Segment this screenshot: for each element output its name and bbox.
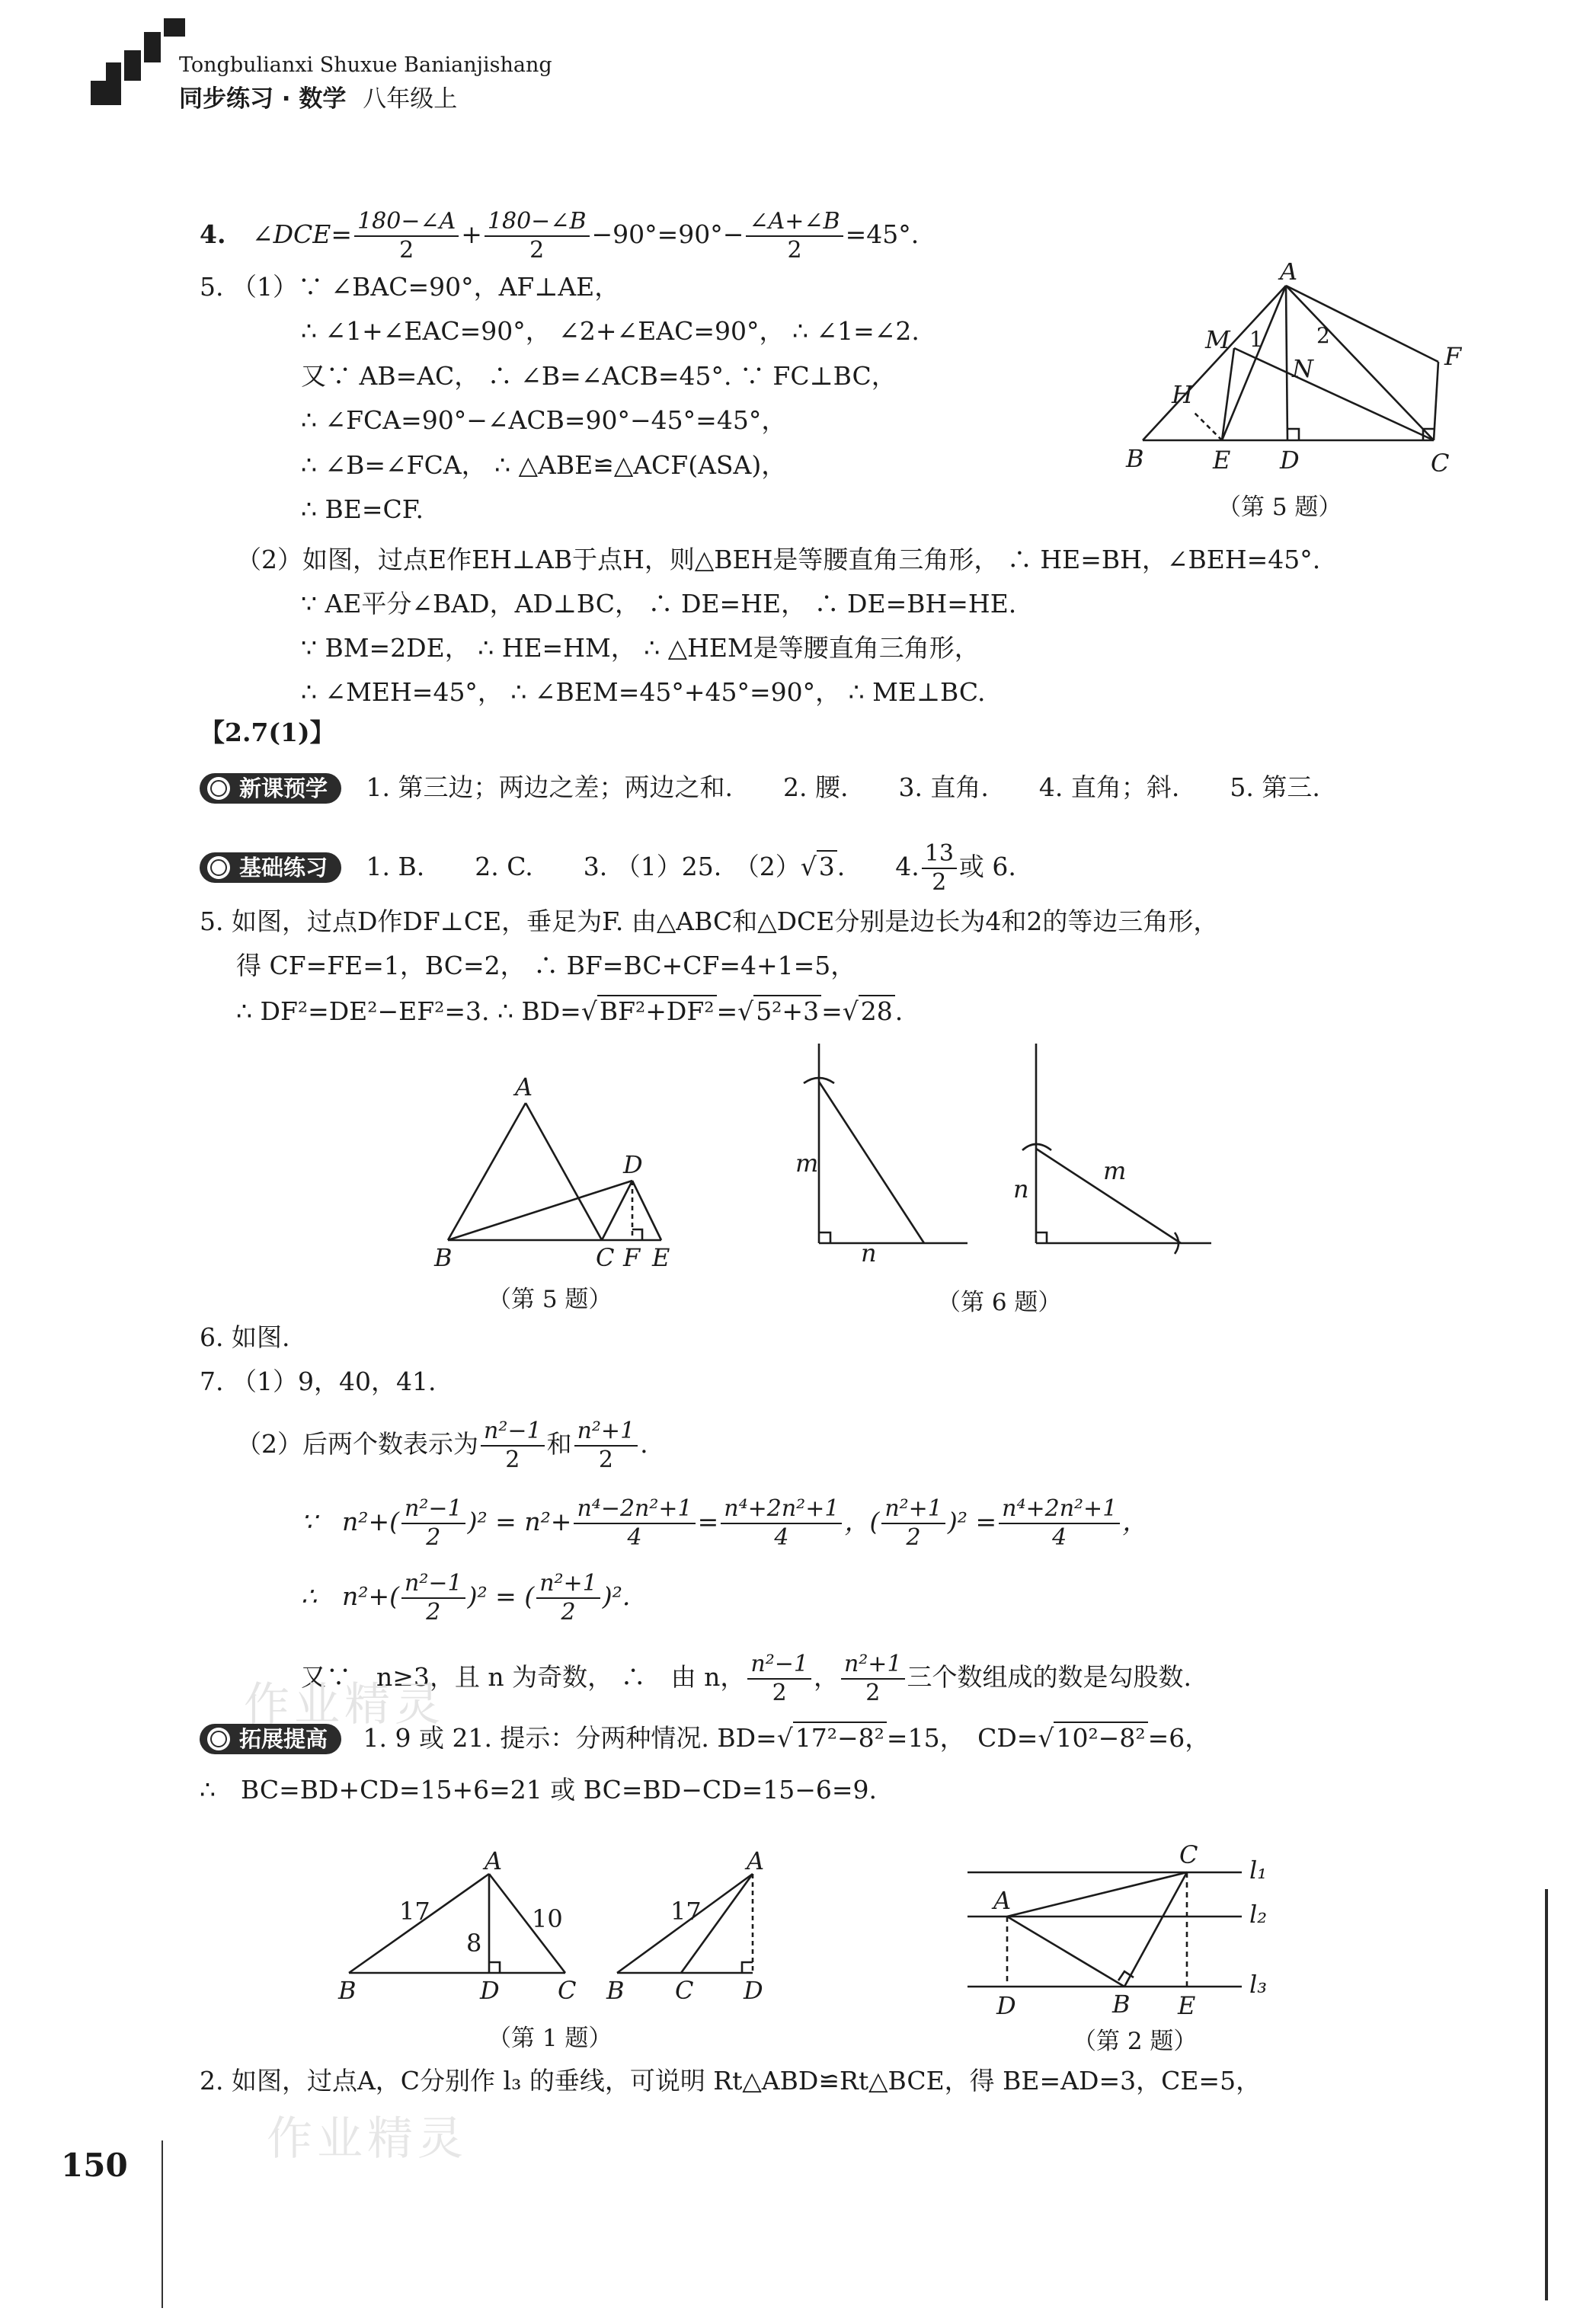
svg-text:F: F bbox=[623, 1243, 641, 1272]
svg-text:A: A bbox=[1280, 263, 1298, 286]
stair-logo-icon bbox=[88, 15, 187, 114]
svg-text:A: A bbox=[515, 1073, 533, 1101]
svg-text:E: E bbox=[1178, 1991, 1196, 2019]
b6-line: 6. 如图. bbox=[200, 1322, 290, 1352]
q5-line-7: （2）如图，过点E作EH⊥AB于点H，则△BEH是等腰直角三角形， ∴ HE=BH，∠BEH=45°. bbox=[236, 545, 1321, 574]
q4-lhs: ∠DCE= bbox=[251, 219, 353, 249]
b7-line-5: 又∵ n≥3，且 n 为奇数， ∴ 由 n， $\frac{\text{n²−1}}{2}$ ， $\frac{\text{n²+1}}{2}$ 三个数组成的数是勾股数. bbox=[301, 1651, 1192, 1706]
figure-6 bbox=[785, 1036, 1234, 1272]
ext-line-2: ∴ BC=BD+CD=15+6=21 或 BC=BD−CD=15−6=9. bbox=[200, 1775, 877, 1805]
q5-line-6: ∴ BE=CF. bbox=[301, 494, 424, 524]
b7-line-4: ∴ n²+( $\frac{\text{n²−1}}{2}$ )² = ( $\frac{\text{n²+1}}{2}$ )². bbox=[301, 1570, 631, 1626]
figure-2-caption: （第 2 题） bbox=[1073, 2028, 1198, 2055]
b5-line-1: 5. 如图，过点D作DF⊥CE，垂足为F. 由△ABC和△DCE分别是边长为4和2的等边三角形， bbox=[200, 906, 1219, 936]
preview-badge: 新课预学 bbox=[200, 773, 341, 804]
figure-5-top bbox=[1112, 263, 1493, 476]
q4-frac2: $\frac{180-\angle B}{2}$ bbox=[485, 208, 590, 264]
svg-text:H: H bbox=[1172, 380, 1193, 409]
figure-2 bbox=[952, 1836, 1272, 2019]
svg-text:C: C bbox=[1179, 1840, 1198, 1869]
book-open-icon bbox=[207, 1728, 230, 1750]
svg-text:l₃: l₃ bbox=[1249, 1970, 1268, 1999]
q5-line-9: ∵ BM=2DE， ∴ HE=HM， ∴ △HEM是等腰直角三角形， bbox=[301, 633, 980, 663]
figure-5-bottom bbox=[427, 1066, 701, 1272]
right-edge-mark bbox=[1545, 1889, 1548, 2300]
svg-text:B: B bbox=[1112, 1990, 1131, 2019]
q4-plus: + bbox=[461, 219, 482, 249]
q4-line bbox=[200, 204, 919, 265]
svg-text:C: C bbox=[596, 1243, 615, 1272]
basic-answers-2: . 4. bbox=[836, 852, 920, 881]
svg-text:E: E bbox=[652, 1243, 670, 1272]
svg-text:E: E bbox=[1213, 446, 1231, 475]
sqrt-3: 3 bbox=[817, 850, 837, 881]
svg-text:B: B bbox=[434, 1243, 453, 1272]
svg-text:1: 1 bbox=[1249, 327, 1263, 352]
figure-5-top-caption: （第 5 题） bbox=[1217, 494, 1342, 521]
b7-line-1: 7. （1）9，40，41. bbox=[200, 1367, 437, 1396]
section-heading: 【2.7(1)】 bbox=[200, 718, 335, 747]
b5-line-2: 得 CF=FE=1，BC=2， ∴ BF=BC+CF=4+1=5， bbox=[236, 951, 856, 980]
page-number: 150 bbox=[61, 2147, 128, 2184]
svg-text:B: B bbox=[606, 1976, 625, 2005]
watermark: 作业精灵 bbox=[244, 1678, 445, 1731]
svg-text:A: A bbox=[747, 1851, 765, 1875]
svg-text:17: 17 bbox=[670, 1897, 702, 1926]
svg-text:n: n bbox=[861, 1239, 877, 1268]
figure-5-bottom-caption: （第 5 题） bbox=[488, 1286, 612, 1313]
q5-line-8: ∵ AE平分∠BAD，AD⊥BC， ∴ DE=HE， ∴ DE=BH=HE. bbox=[301, 589, 1017, 619]
q5-line-3: 又∵ AB=AC， ∴ ∠B=∠ACB=45°. ∵ FC⊥BC， bbox=[301, 361, 897, 391]
svg-text:D: D bbox=[480, 1976, 500, 2005]
q5-line-10: ∴ ∠MEH=45°， ∴ ∠BEM=45°+45°=90°， ∴ ME⊥BC. bbox=[301, 677, 986, 707]
svg-text:M: M bbox=[1205, 325, 1230, 354]
b7-line-2: （2）后两个数表示为 $\frac{\text{n²−1}}{2}$ 和 $\frac{\text{n²+1}}{2}$ . bbox=[236, 1418, 648, 1473]
figure-1 bbox=[335, 1851, 785, 2011]
svg-text:C: C bbox=[675, 1976, 694, 2005]
book-icon bbox=[207, 856, 230, 879]
svg-text:C: C bbox=[1431, 449, 1450, 476]
svg-text:D: D bbox=[744, 1976, 763, 2005]
watermark-2: 作业精灵 bbox=[267, 2112, 468, 2166]
q4-number: 4. bbox=[200, 219, 226, 249]
svg-text:A: A bbox=[485, 1851, 503, 1875]
basic-frac: $\frac{13}{2}$ bbox=[922, 840, 957, 897]
header-pinyin: Tongbulianxi Shuxue Banianjishang bbox=[179, 53, 552, 77]
q4-frac1: $\frac{180-\angle A}{2}$ bbox=[354, 208, 459, 264]
grade-label: 八年级上 bbox=[363, 85, 458, 113]
ext-row: 拓展提高 1. 9 或 21. 提示：分两种情况. BD=√17²−8²=15， CD=√10²−8²=6， bbox=[200, 1722, 1210, 1755]
svg-text:17: 17 bbox=[399, 1897, 430, 1926]
svg-text:n: n bbox=[1013, 1175, 1029, 1204]
book-title: 同步练习 · 数学 bbox=[179, 85, 347, 113]
figure-6-caption: （第 6 题） bbox=[937, 1289, 1062, 1316]
q5-line-4: ∴ ∠FCA=90°−∠ACB=90°−45°=45°， bbox=[301, 405, 787, 435]
figure-1-caption: （第 1 题） bbox=[488, 2025, 612, 2052]
clock-icon bbox=[207, 777, 230, 800]
b5-line-3: ∴ DF²=DE²−EF²=3. ∴ BD=√BF²+DF²=√5²+3=√28. bbox=[236, 996, 904, 1026]
q4-mid: −90°=90°− bbox=[591, 219, 744, 249]
basic-answers-3: 或 6. bbox=[958, 852, 1016, 881]
header-title bbox=[179, 79, 457, 113]
svg-text:2: 2 bbox=[1316, 323, 1330, 348]
svg-text:m: m bbox=[1103, 1156, 1127, 1185]
b7-line-3: ∵ n²+( $\frac{\text{n²−1}}{2}$ )² = n²+ $\frac{\text{n⁴−2n²+1}}{4}$ = $\frac{\text{n⁴+2n²+1}}{4}$ ，( $\frac{\text{n²+1}}{2}$ )² = $\frac{\text{n⁴+2n²+1}}{4}$ ， bbox=[301, 1495, 1148, 1551]
q4-end: =45°. bbox=[845, 219, 920, 249]
basic-row: 基础练习 1. B. 2. C. 3. （1）25. （2）√3. 4. $\frac{13}{2}$ 或 6. bbox=[200, 836, 1016, 897]
header-logo bbox=[88, 15, 187, 114]
svg-text:N: N bbox=[1292, 354, 1313, 383]
svg-text:D: D bbox=[996, 1991, 1016, 2019]
basic-answers-1: 1. B. 2. C. 3. （1）25. （2） bbox=[366, 852, 801, 881]
footer-rule bbox=[162, 2140, 163, 2308]
svg-text:A: A bbox=[993, 1886, 1012, 1915]
svg-text:B: B bbox=[338, 1976, 357, 2005]
q5-line-5: ∴ ∠B=∠FCA， ∴ △ABE≌△ACF(ASA)， bbox=[301, 450, 787, 480]
q2-line: 2. 如图，过点A，C分别作 l₃ 的垂线，可说明 Rt△ABD≌Rt△BCE，得 BE=AD=3，CE=5， bbox=[200, 2066, 1262, 2096]
svg-text:m: m bbox=[795, 1149, 819, 1178]
preview-row bbox=[200, 771, 1320, 804]
svg-text:C: C bbox=[558, 1976, 577, 2005]
q5-line-2: ∴ ∠1+∠EAC=90°， ∠2+∠EAC=90°， ∴ ∠1=∠2. bbox=[301, 316, 920, 346]
q5-line-1: 5. （1）∵ ∠BAC=90°，AF⊥AE， bbox=[200, 272, 620, 302]
basic-badge: 基础练习 bbox=[200, 852, 341, 883]
svg-text:D: D bbox=[1280, 446, 1300, 475]
preview-answers: 1. 第三边；两边之差；两边之和. 2. 腰. 3. 直角. 4. 直角；斜. 5. 第三. bbox=[366, 772, 1320, 802]
svg-text:8: 8 bbox=[466, 1929, 482, 1958]
ext-badge: 拓展提高 bbox=[200, 1724, 341, 1754]
svg-text:l₁: l₁ bbox=[1249, 1856, 1268, 1885]
svg-text:B: B bbox=[1126, 444, 1144, 473]
svg-text:10: 10 bbox=[532, 1904, 563, 1933]
q4-frac3: $\frac{\angle A+\angle B}{2}$ bbox=[746, 208, 843, 264]
svg-text:F: F bbox=[1444, 342, 1462, 371]
svg-text:D: D bbox=[623, 1150, 643, 1179]
svg-text:l₂: l₂ bbox=[1249, 1900, 1268, 1929]
